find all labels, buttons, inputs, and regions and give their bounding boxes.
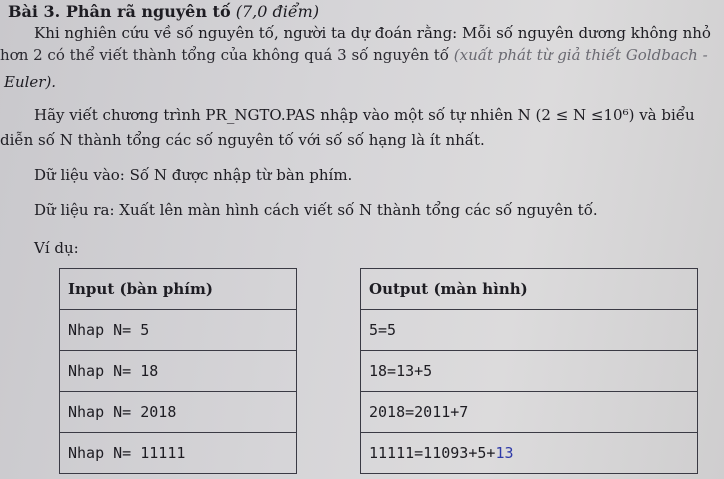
- table-row: [361, 351, 698, 392]
- input-cell: Nhap N= 18: [60, 351, 297, 392]
- intro-line-2-text: hơn 2 có thể viết thành tổng của không quá 3 số nguyên tố: [0, 46, 449, 64]
- output-table-header: Output (màn hình): [361, 269, 698, 310]
- table-row: [60, 433, 297, 474]
- task-line-1: Hãy viết chương trình PR_NGTO.PAS nhập vào một số tự nhiên N (2 ≤ N ≤10⁶) và biểu: [34, 106, 695, 124]
- handwritten-digits: 13: [495, 444, 514, 462]
- input-cell: Nhap N= 2018: [60, 392, 297, 433]
- input-table-header: Input (bàn phím): [60, 269, 297, 310]
- input-cell: Nhap N= 11111: [60, 433, 297, 474]
- example-label: Ví dụ:: [34, 239, 79, 257]
- intro-line-1: Khi nghiên cứu về số nguyên tố, người ta dự đoán rằng: Mỗi số nguyên dương không nhỏ: [34, 24, 711, 42]
- table-row: [60, 269, 297, 310]
- table-row: [361, 269, 698, 310]
- input-cell: Nhap N= 5: [60, 310, 297, 351]
- intro-line-2: [0, 46, 708, 64]
- table-row: [361, 392, 698, 433]
- output-cell: 18=13+5: [361, 351, 698, 392]
- problem-points: (7,0 điểm): [235, 2, 320, 21]
- output-description: Dữ liệu ra: Xuất lên màn hình cách viết số N thành tổng các số nguyên tố.: [34, 201, 598, 219]
- output-cell: [361, 433, 698, 474]
- table-row: [60, 392, 297, 433]
- table-row: [361, 433, 698, 474]
- intro-line-3: Euler).: [4, 73, 57, 91]
- intro-line-2-italic: (xuất phát từ giả thiết Goldbach -: [453, 46, 708, 64]
- output-cell-text: 11111=11093+5+: [369, 444, 496, 462]
- output-cell: 5=5: [361, 310, 698, 351]
- output-example-table: [360, 268, 698, 474]
- input-example-table: [59, 268, 297, 474]
- problem-number: Bài 3. Phân rã nguyên tố: [8, 2, 231, 21]
- output-cell: 2018=2011+7: [361, 392, 698, 433]
- table-row: [60, 310, 297, 351]
- task-line-2: diễn số N thành tổng các số nguyên tố với số số hạng là ít nhất.: [0, 131, 485, 149]
- problem-title: [8, 2, 319, 21]
- input-description: Dữ liệu vào: Số N được nhập từ bàn phím.: [34, 166, 353, 184]
- table-row: [60, 351, 297, 392]
- table-row: [361, 310, 698, 351]
